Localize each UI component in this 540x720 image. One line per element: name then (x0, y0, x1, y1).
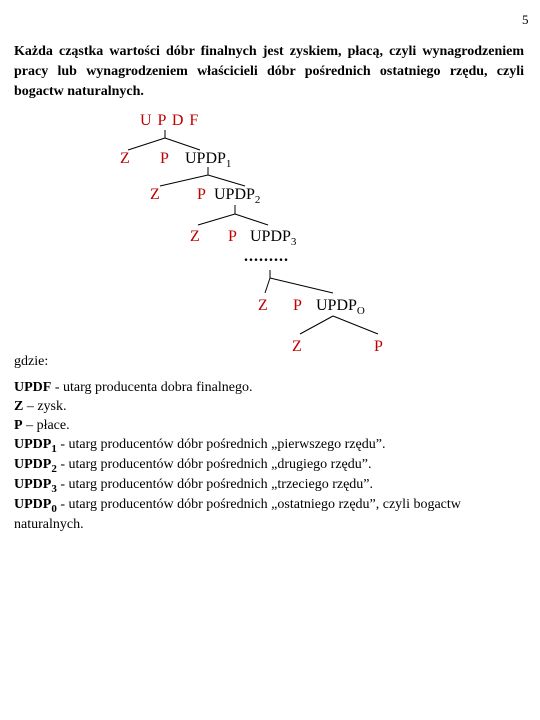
tree-line (270, 278, 333, 293)
tree-line (235, 214, 268, 225)
tree-node-p5: P (374, 338, 383, 355)
tree-node-updf: U P D F (140, 112, 200, 129)
intro-paragraph: Każda cząstka wartości dóbr finalnych jest zyskiem, płacą, czyli wynagrodzeniem pracy lub wynagrodzeniem właścicieli dóbr pośrednich ostatniego rzędu, czyli bogactw naturalnych. (14, 44, 524, 99)
tree-node-updpo-label: UPDP (316, 297, 357, 314)
definition-term: P (14, 418, 23, 433)
definition-text: – zysk. (23, 399, 67, 414)
definitions-list (14, 378, 529, 534)
tree-node-z2: Z (150, 186, 160, 203)
definition-updp2 (14, 455, 529, 475)
tree-node-updp2-label: UPDP (214, 186, 255, 203)
tree-line (265, 278, 270, 293)
definition-text: - utarg producentów dóbr pośrednich „pierwszego rzędu”. (56, 437, 386, 452)
definition-term: UPDP (14, 457, 52, 472)
definition-p (14, 416, 529, 435)
tree-line (333, 316, 378, 334)
tree-node-updp1 (185, 150, 231, 168)
tree-node-p1: P (160, 150, 169, 167)
definition-term-subscript: 2 (51, 463, 57, 475)
definition-updp3 (14, 475, 529, 495)
definition-updp0 (14, 495, 529, 534)
gdzie-label: gdzie: (14, 354, 49, 369)
tree-line (300, 316, 333, 334)
tree-node-z5: Z (292, 338, 302, 355)
tree-node-p4: P (293, 297, 302, 314)
tree-node-updp2 (214, 186, 260, 204)
tree-node-z3: Z (190, 228, 200, 245)
page-number: 5 (522, 12, 529, 27)
tree-node-z1: Z (120, 150, 130, 167)
definition-text: - utarg producentów dóbr pośrednich „ostatniego rzędu”, czyli bogactw naturalnych. (14, 497, 461, 532)
tree-node-updp3-label: UPDP (250, 228, 291, 245)
definition-term-subscript: 3 (51, 483, 57, 495)
tree-line (128, 138, 165, 150)
definition-z (14, 397, 529, 416)
definition-updp1 (14, 435, 529, 455)
definition-term: Z (14, 399, 24, 414)
definition-term: UPDP (14, 477, 52, 492)
definition-term: UPDP (14, 437, 52, 452)
tree-node-p3: P (228, 228, 237, 245)
tree-line (198, 214, 235, 225)
tree-node-updp3 (250, 228, 296, 246)
tree-node-p2: P (197, 186, 206, 203)
definition-updf (14, 378, 529, 397)
tree-ellipsis: ......... (244, 248, 289, 265)
tree-node-z4: Z (258, 297, 268, 314)
definition-text: - utarg producenta dobra finalnego. (51, 380, 253, 395)
tree-line (160, 175, 208, 186)
tree-node-updpo-subscript: O (356, 305, 365, 317)
tree-node-updpo (316, 297, 365, 315)
definition-text: - utarg producentów dóbr pośrednich „drugiego rzędu”. (56, 457, 372, 472)
tree-node-updp2-subscript: 2 (254, 194, 261, 206)
tree-node-updp1-subscript: 1 (225, 158, 232, 170)
definition-term-subscript: 1 (51, 443, 57, 455)
definition-term-subscript: 0 (51, 503, 57, 515)
definition-text: - utarg producentów dóbr pośrednich „trzeciego rzędu”. (56, 477, 373, 492)
definition-text: – płace. (22, 418, 70, 433)
definition-term: UPDF (14, 380, 52, 395)
tree-line (165, 138, 200, 150)
tree-node-updp1-label: UPDP (185, 150, 226, 167)
tree-line (208, 175, 245, 186)
tree-node-updp3-subscript: 3 (290, 236, 297, 248)
definition-term: UPDP (14, 497, 52, 512)
